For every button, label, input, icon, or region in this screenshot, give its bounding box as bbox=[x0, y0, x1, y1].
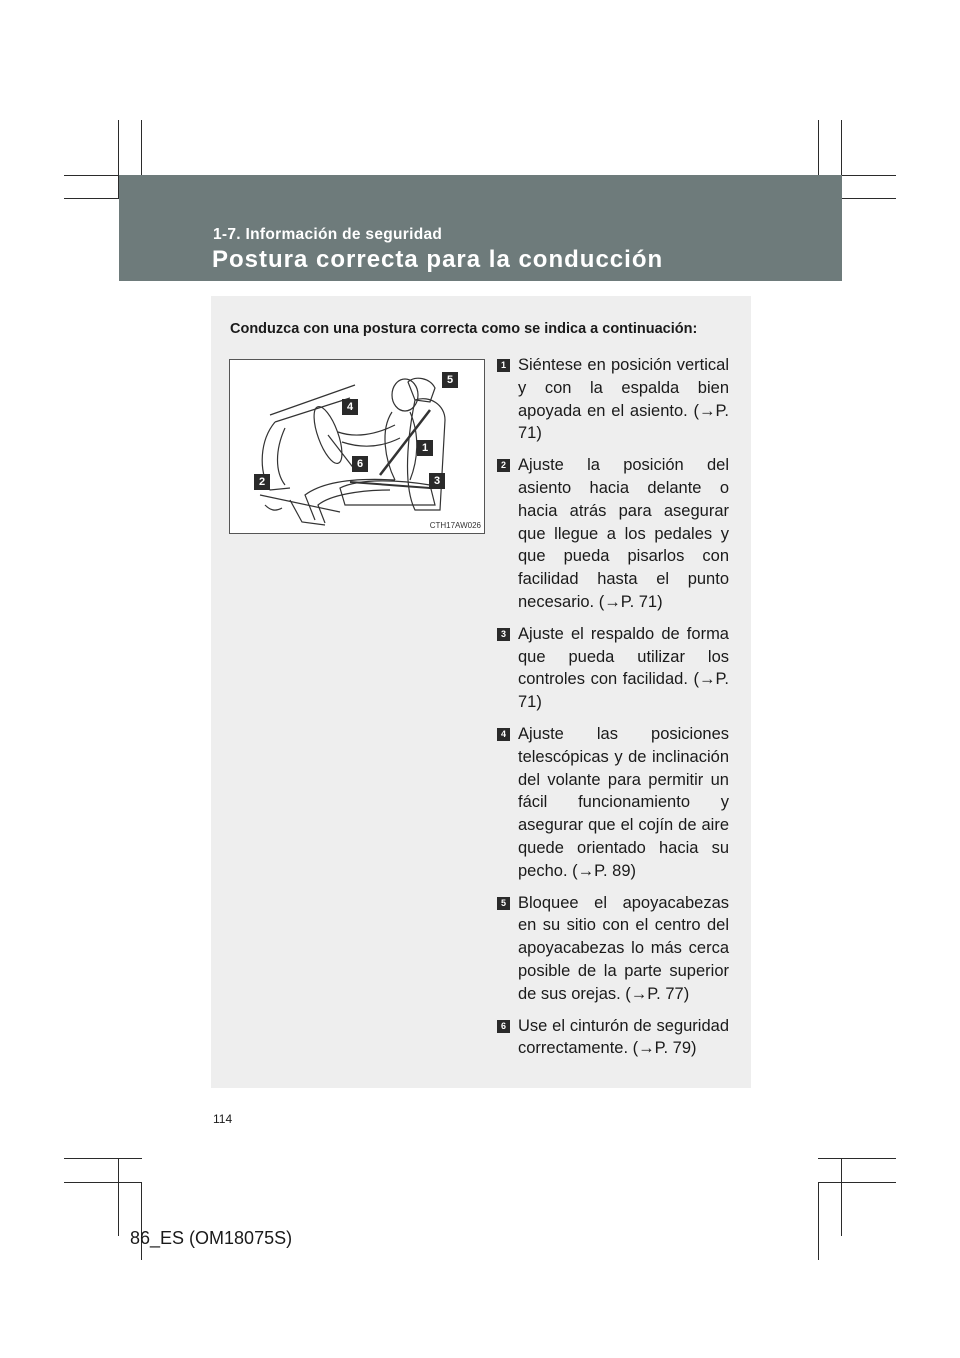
step-list bbox=[497, 354, 729, 1069]
step-text: Siéntese en posición vertical y con la espalda bien apoyada en el asiento. (→P. 71) bbox=[518, 356, 729, 443]
callout-1: 1 bbox=[417, 440, 433, 456]
crop-mark bbox=[118, 1158, 119, 1236]
step-text: Ajuste la posición del asiento hacia delante o hacia atrás para asegurar que llegue a los pedales y que pueda pisarlos con facilidad hasta el punto necesario. (→P. 71) bbox=[518, 456, 729, 611]
crop-mark bbox=[818, 1158, 896, 1159]
callout-6: 6 bbox=[352, 456, 368, 472]
crop-mark bbox=[64, 1182, 142, 1183]
step-badge: 6 bbox=[497, 1020, 510, 1033]
step-item bbox=[497, 1015, 729, 1061]
step-badge: 4 bbox=[497, 728, 510, 741]
figure-code: CTH17AW026 bbox=[429, 521, 481, 530]
step-badge: 5 bbox=[497, 897, 510, 910]
step-item bbox=[497, 354, 729, 445]
document-code: 86_ES (OM18075S) bbox=[130, 1228, 293, 1248]
callout-5: 5 bbox=[442, 372, 458, 388]
step-text: Ajuste las posiciones telescópicas y de inclinación del volante para permitir un fácil funcionamiento y asegurar que el cojín de aire quede orientado hacia su pecho. (→P. 89) bbox=[518, 724, 729, 880]
step-text: Use el cinturón de seguridad correctamente. (→P. 79) bbox=[518, 1016, 729, 1058]
crop-mark bbox=[64, 1158, 142, 1159]
step-badge: 1 bbox=[497, 359, 510, 372]
step-badge: 2 bbox=[497, 459, 510, 472]
callout-4: 4 bbox=[342, 399, 358, 415]
callout-2: 2 bbox=[254, 474, 270, 490]
step-text: Bloquee el apoyacabezas en su sitio con el centro del apoyacabezas lo más cerca posible de la parte superior de sus orejas. (→P. 77) bbox=[518, 893, 729, 1003]
posture-illustration bbox=[229, 359, 485, 534]
page-number: 114 bbox=[213, 1112, 233, 1126]
crop-mark bbox=[818, 1182, 896, 1183]
step-badge: 3 bbox=[497, 628, 510, 641]
callout-3: 3 bbox=[429, 473, 445, 489]
step-item bbox=[497, 454, 729, 614]
section-label: 1-7. Información de seguridad bbox=[213, 226, 443, 243]
step-item bbox=[497, 723, 729, 883]
intro-text: Conduzca con una postura correcta como se indica a continuación: bbox=[230, 321, 698, 337]
crop-mark bbox=[818, 1182, 819, 1260]
step-text: Ajuste el respaldo de forma que pueda utilizar los controles con facilidad. (→P. 71) bbox=[518, 624, 729, 712]
step-item bbox=[497, 892, 729, 1006]
step-item bbox=[497, 623, 729, 714]
page-title: Postura correcta para la conducción bbox=[212, 246, 664, 273]
crop-mark bbox=[841, 1158, 842, 1236]
